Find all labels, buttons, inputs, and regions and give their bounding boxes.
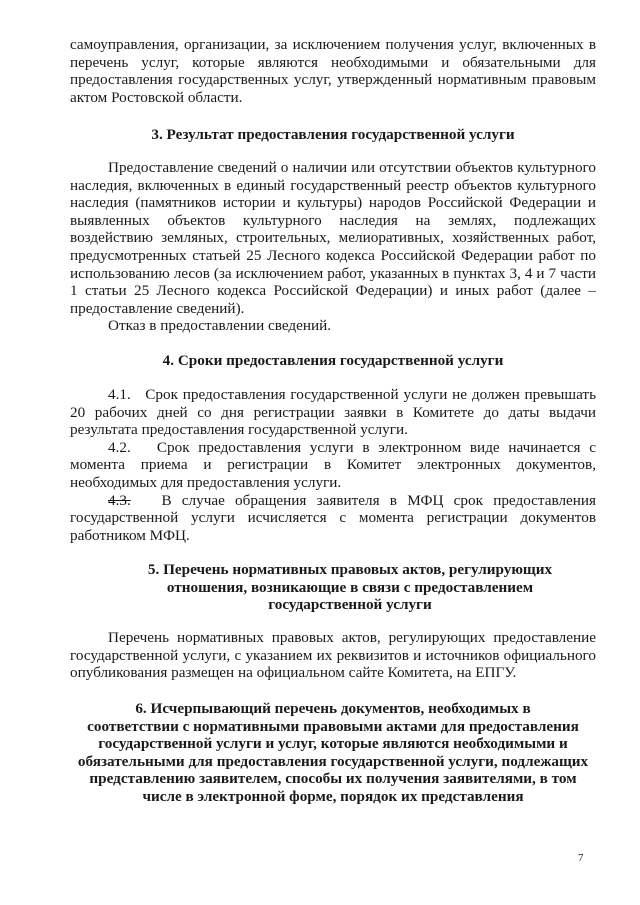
section-6-title-line-4: обязательными для предоставления государственной услуги, подлежащих	[77, 752, 589, 770]
section-3-paragraph-1: Предоставление сведений о наличии или отсутствии объектов культурного наследия, включенных в единый государственный реестр объектов культурного наследия (памятников истории и культуры) народов Российской Федерации и выявленных объектов культурного наследия на землях, подлежащих воздействию земляных, строительных, мелиоративных, хозяйственных работ, предусмотренных статьей 25 Лесного кодекса Российской Федерации работ по использованию лесов (за исключением работ, указанных в пунктах 3, 4 и 7 части 1 статьи 25 Лесного кодекса Российской Федерации) и иных работ (далее – предоставление сведений).	[70, 159, 596, 317]
section-6-heading	[70, 700, 596, 806]
section-4-item-1-number: 4.1.	[108, 386, 131, 403]
section-6-title-line-5: представлению заявителем, способы их получения заявителями, в том	[89, 770, 577, 788]
section-5-heading	[130, 561, 570, 614]
intro-paragraph	[70, 36, 596, 106]
section-5-title-line-1: 5. Перечень нормативных правовых актов, регулирующих	[147, 561, 553, 578]
section-4-title: 4. Сроки предоставления государственной услуги	[162, 352, 504, 369]
section-4-item-3-text: В случае обращения заявителя в МФЦ срок предоставления государственной услуги исчисляется с момента регистрации документов работником МФЦ.	[70, 491, 597, 544]
section-4-item-2	[70, 439, 596, 492]
page-number: 7	[578, 852, 584, 864]
intro-text: самоуправления, организации, за исключением получения услуг, включенных в перечень услуг, которые являются необходимыми и обязательными для предоставления государственных услуг, утвержденный нормативным правовым актом Ростовской области.	[70, 36, 596, 106]
section-4-body	[70, 386, 596, 544]
section-4-item-1-text: Срок предоставления государственной услуги не должен превышать 20 рабочих дней со дня регистрации заявки в Комитете до даты выдачи результата предоставления государственной услуги.	[70, 386, 596, 439]
section-3-body	[70, 159, 596, 335]
section-6-title-line-1: 6. Исчерпывающий перечень документов, необходимых в	[135, 700, 531, 717]
section-4-heading	[70, 352, 596, 370]
section-3-paragraph-2: Отказ в предоставлении сведений.	[108, 317, 332, 335]
section-4-item-3-number: 4.3.	[108, 491, 131, 509]
section-6-title-line-6: числе в электронной форме, порядок их представления	[142, 787, 524, 805]
section-3-title: 3. Результат предоставления государственной услуги	[151, 126, 515, 143]
section-6-title-line-3: государственной услуги и услуг, которые являются необходимыми и	[98, 735, 568, 753]
section-5-title-line-3: государственной услуги	[268, 596, 432, 614]
section-5-title-line-2: отношения, возникающие в связи с предоставлением	[166, 578, 534, 596]
section-3-heading	[70, 126, 596, 144]
section-4-item-1	[70, 386, 596, 439]
section-4-item-2-number: 4.2.	[108, 438, 131, 456]
section-6-title-line-2: соответствии с нормативными правовыми актами для предоставления	[87, 717, 579, 735]
section-5-paragraph: Перечень нормативных правовых актов, регулирующих предоставление государственной услуги, с указанием их реквизитов и источников официального опубликования размещен на официальном сайте Комитета, на ЕПГУ.	[70, 629, 596, 682]
section-4-item-2-text: Срок предоставления услуги в электронном виде начинается с момента приема и регистрации в Комитет электронных документов, необходимых для предоставления услуги.	[70, 438, 596, 491]
section-5-body	[70, 629, 596, 682]
section-4-item-3	[70, 492, 596, 545]
